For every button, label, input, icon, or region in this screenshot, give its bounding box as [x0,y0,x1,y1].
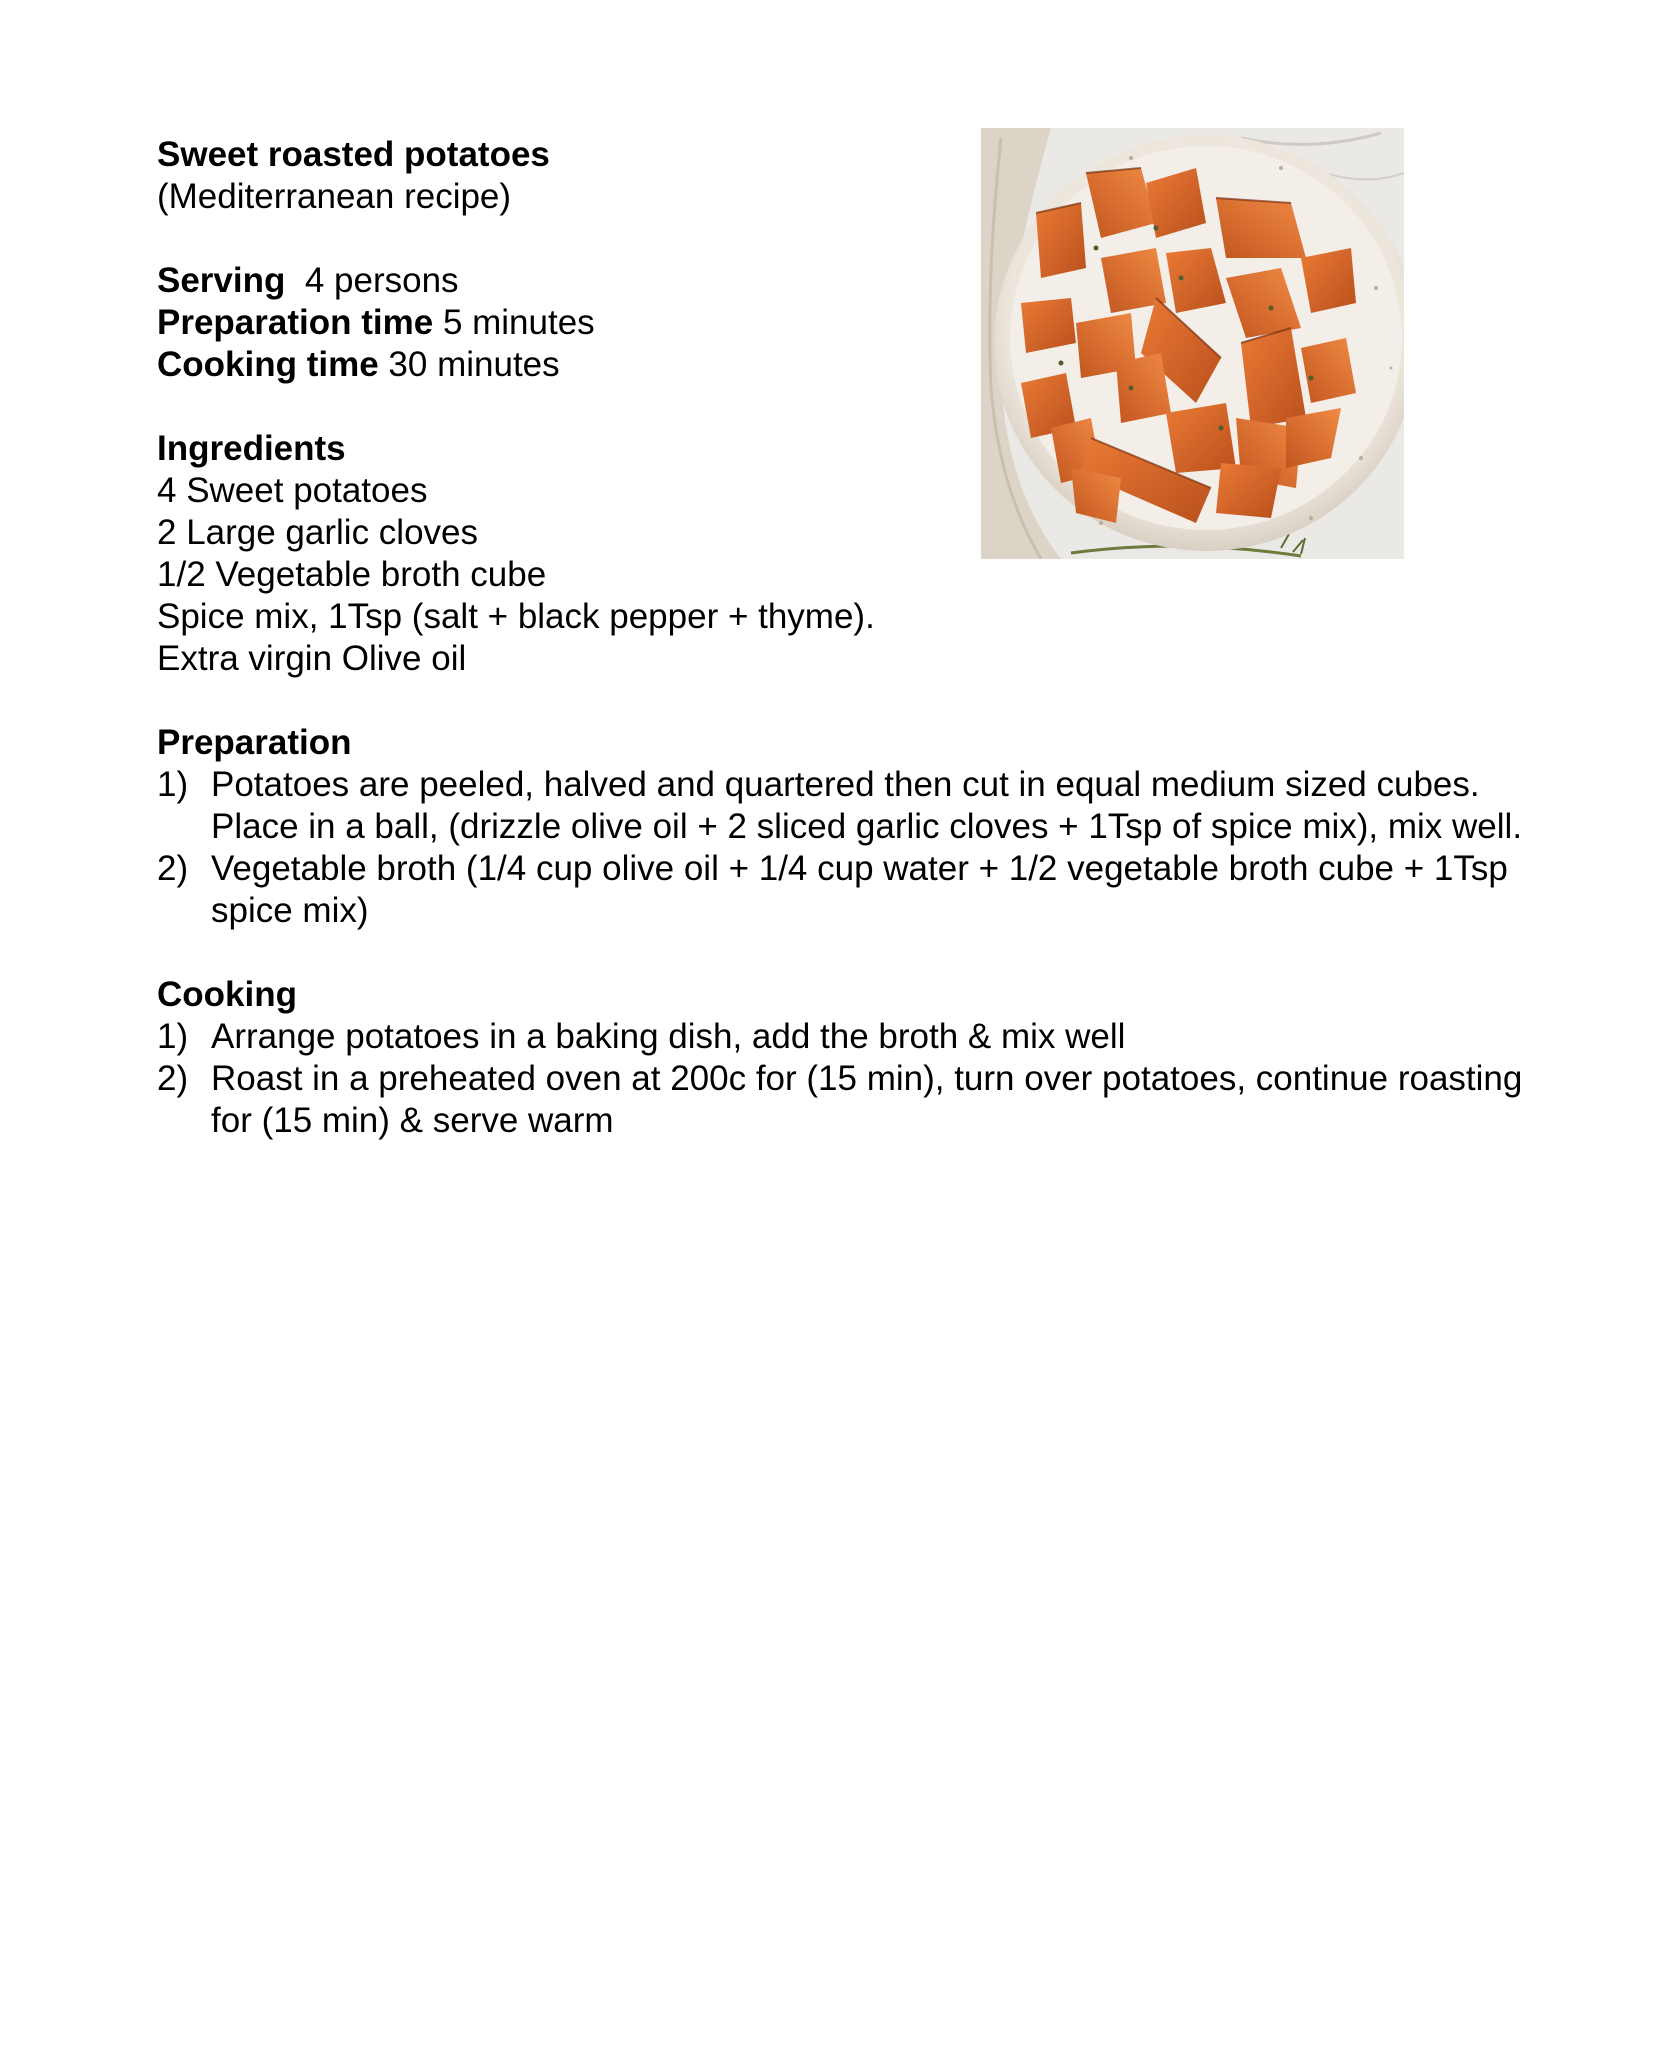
preparation-heading: Preparation [157,723,352,762]
ingredient-item: 2 Large garlic cloves [157,513,478,552]
cook-time-label: Cooking time [157,345,379,384]
cooking-step [157,1058,1531,1142]
cooking-heading: Cooking [157,975,297,1014]
ingredients-heading: Ingredients [157,429,346,468]
step-number: 1) [157,1017,189,1056]
serving-value: 4 persons [304,261,459,300]
preparation-steps [157,764,1523,932]
cooking-step [157,1016,1531,1058]
cook-time-value: 30 minutes [388,345,560,384]
step-number: 2) [157,1059,189,1098]
step-text: Roast in a preheated oven at 200c for (15 min), turn over potatoes, continue roasting for (15 min) & serve warm [211,1059,1523,1140]
roasted-potatoes-photo [981,128,1404,559]
recipe-subtitle: (Mediterranean recipe) [157,177,512,216]
step-text: Vegetable broth (1/4 cup olive oil + 1/4 cup water + 1/2 vegetable broth cube + 1Tsp spice mix) [211,849,1508,930]
ingredient-item: 1/2 Vegetable broth cube [157,555,547,594]
ingredient-item: Spice mix, 1Tsp (salt + black pepper + thyme). [157,597,875,636]
prep-time-value: 5 minutes [442,303,595,342]
preparation-step [157,764,1571,848]
prep-time-label: Preparation time [157,303,434,342]
recipe-title: Sweet roasted potatoes [157,135,550,174]
roasted-potatoes-bowl-icon [981,128,1404,559]
ingredient-item: 4 Sweet potatoes [157,471,428,510]
step-text: Potatoes are peeled, halved and quartered then cut in equal medium sized cubes. Place in a ball, (drizzle olive oil + 2 sliced garlic cloves + 1Tsp of spice mix), mix well. [211,765,1523,846]
serving-label: Serving [157,261,286,300]
step-text: Arrange potatoes in a baking dish, add the broth & mix well [211,1017,1126,1056]
preparation-step [157,848,1571,932]
ingredient-item: Extra virgin Olive oil [157,639,467,678]
step-number: 1) [157,765,189,804]
step-number: 2) [157,849,189,888]
cooking-steps [157,1016,1523,1142]
